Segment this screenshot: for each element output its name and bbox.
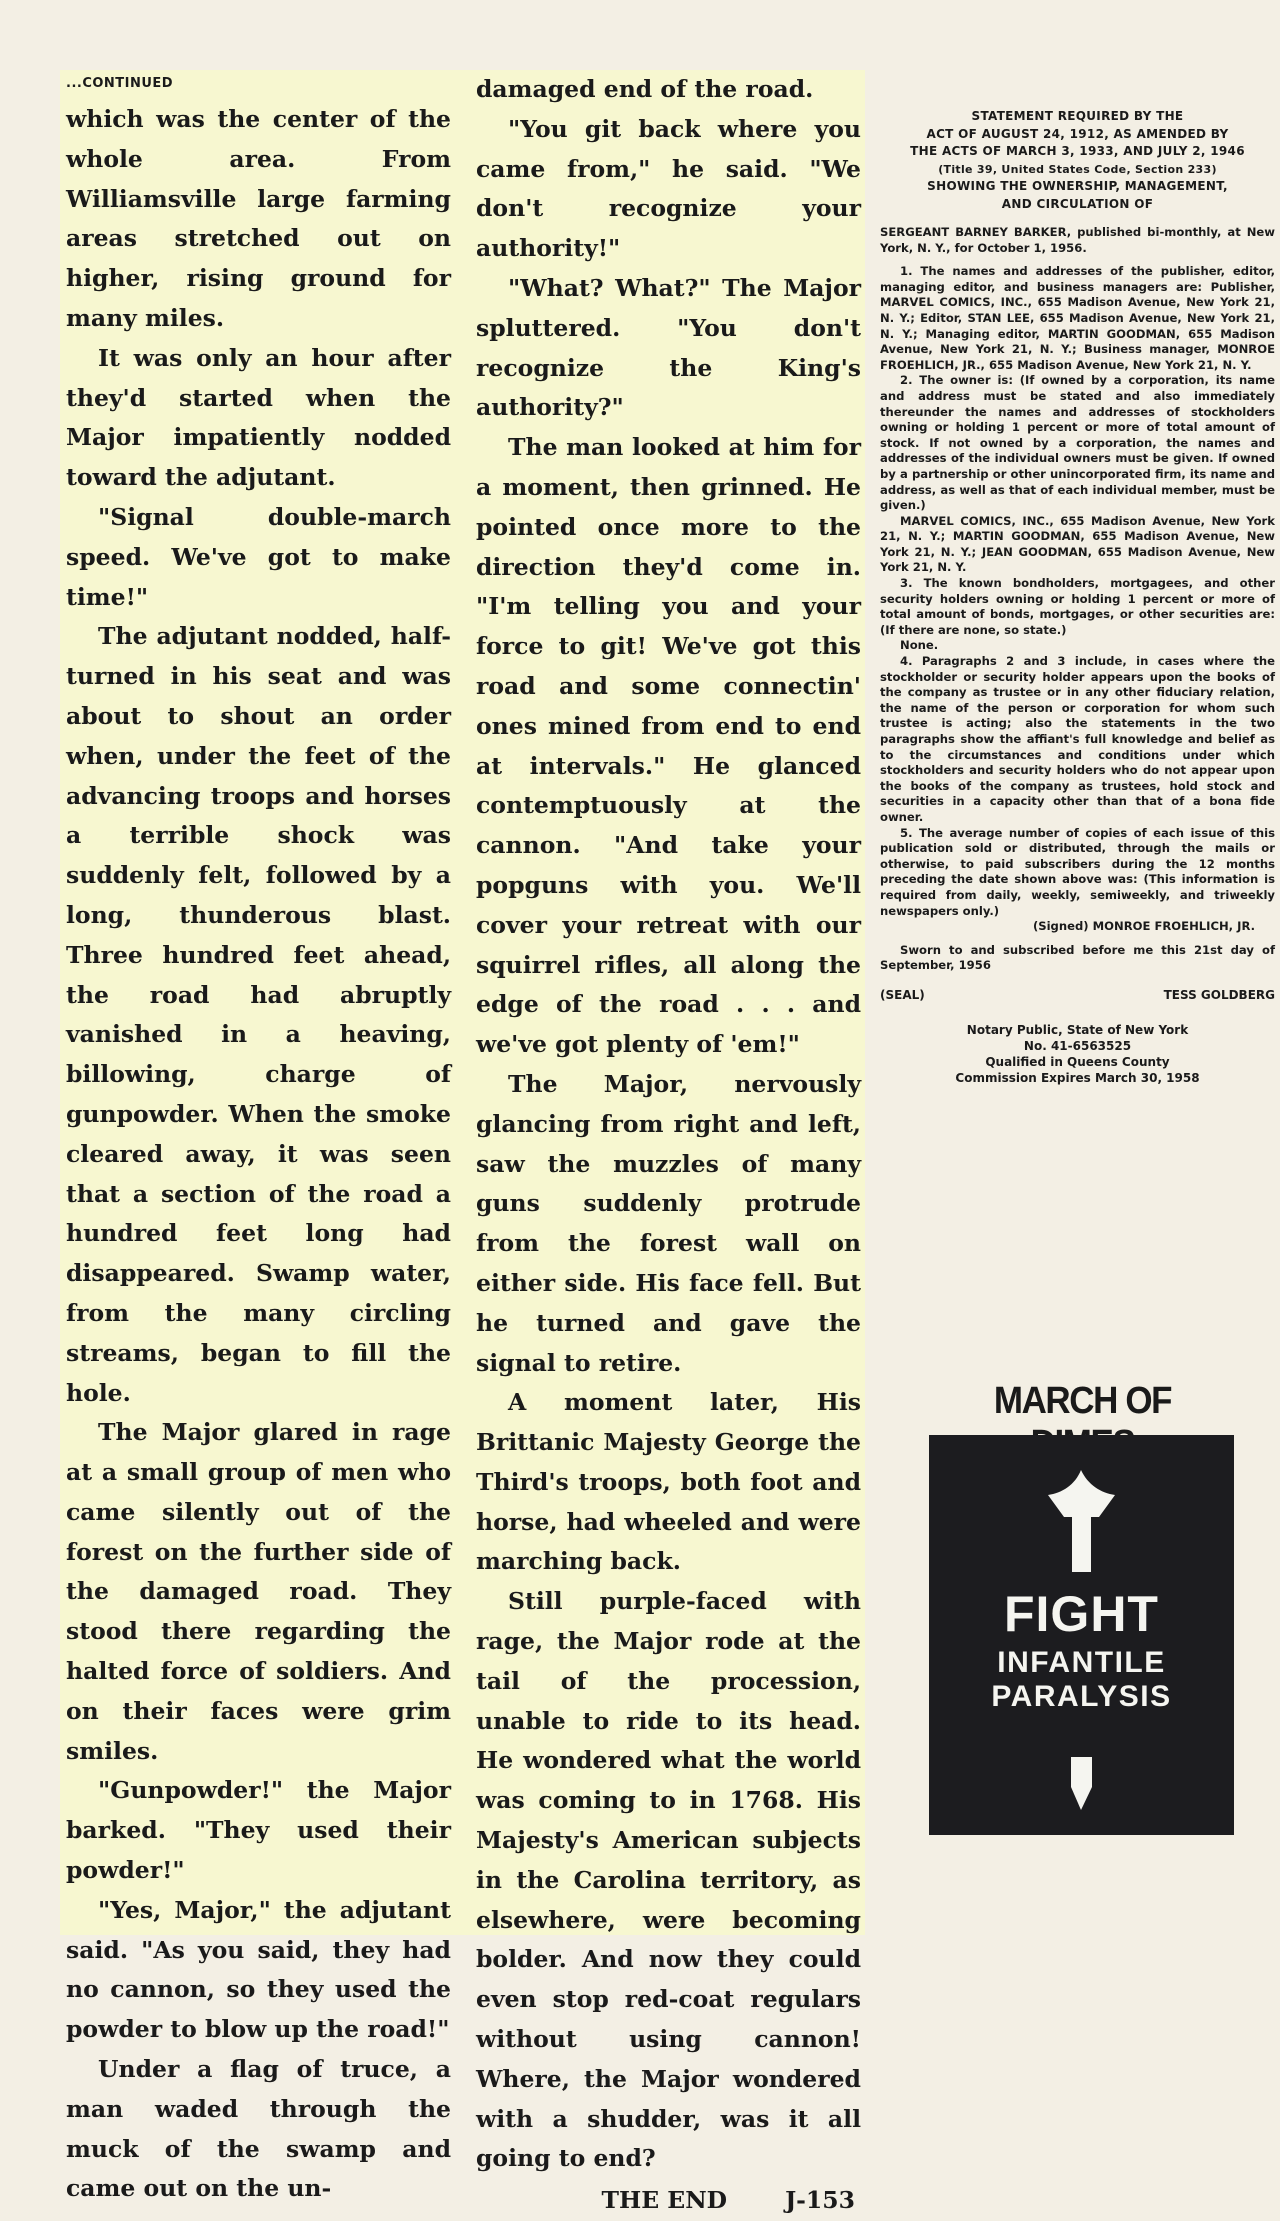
march-of-dimes-poster	[929, 1435, 1234, 1835]
header-sub: (Title 39, United States Code, Section 233)	[938, 162, 1217, 176]
story-paragraph: "Signal double-march speed. We've got to make time!"	[66, 502, 451, 611]
story-column-left	[66, 70, 451, 2209]
statement-item: None.	[900, 638, 939, 653]
story-paragraph: "What? What?" The Major spluttered. "You don't recognize the King's authority?"	[476, 273, 861, 422]
story-paragraph: which was the center of the whole area. From Williamsville large farming areas stretched out on higher, rising ground for many miles.	[66, 105, 451, 332]
statement-item: MARVEL COMICS, INC., 655 Madison Avenue, New York 21, N. Y.; MARTIN GOODMAN, 655 Madison Avenue, New York 21, N. Y.; JEAN GOODMAN, 655 Madison Avenue, New York 21, N. Y.	[880, 513, 1275, 575]
header-line: STATEMENT REQUIRED BY THE	[971, 109, 1184, 123]
statement-sworn: Sworn to and subscribed before me this 21st day of September, 1956	[880, 942, 1275, 973]
story-paragraph: "Gunpowder!" the Major barked. "They used their powder!"	[66, 1776, 451, 1885]
header-line: AND CIRCULATION OF	[1001, 196, 1154, 211]
notary-line: Commission Expires March 30, 1958	[955, 1070, 1200, 1085]
story-paragraph: "You git back where you came from," he said. "We don't recognize your authority!"	[476, 114, 861, 263]
seal-label: (SEAL)	[880, 987, 925, 1002]
header-line: THE ACTS OF MARCH 3, 1933, AND JULY 2, 1946	[910, 144, 1245, 158]
story-code: J-153	[785, 2186, 855, 2215]
notary-block	[880, 1022, 1275, 1086]
story-paragraph: damaged end of the road.	[476, 75, 814, 103]
story-paragraph: The adjutant nodded, half-turned in his seat and was about to shout an order when, under the feet of the advancing troops and horses a terrible shock was suddenly felt, followed by a long, thunderous blast. Three hundred feet ahead, the road had abruptly vanished in a heaving, billowing, charge of gunpowder. When the smoke cleared away, it was seen that a section of the road a hundred feet long had disappeared. Swamp water, from the many circling streams, began to fill the hole.	[66, 622, 451, 1407]
ownership-statement	[880, 108, 1275, 1086]
seal-row	[880, 988, 1275, 1004]
statement-signed: (Signed) MONROE FROEHLICH, JR.	[1032, 919, 1255, 934]
header-line: SHOWING THE OWNERSHIP, MANAGEMENT,	[927, 179, 1228, 193]
statement-header	[880, 108, 1275, 213]
story-paragraph: "Yes, Major," the adjutant said. "As you said, they had no cannon, so they used the powder to blow up the road!"	[66, 1895, 451, 2044]
the-end-label: THE END	[601, 2186, 728, 2215]
story-paragraph: The Major glared in rage at a small group of men who came silently out of the forest on the further side of the damaged road. They stood there regarding the halted force of soldiers. And on their faces were grim smiles.	[66, 1418, 451, 1765]
story-paragraph: A moment later, His Brittanic Majesty George the Third's troops, both foot and horse, had wheeled and were marching back.	[476, 1388, 861, 1576]
statement-intro: SERGEANT BARNEY BARKER, published bi-monthly, at New York, N. Y., for October 1, 1956.	[880, 225, 1275, 255]
poster-infantile: INFANTILE	[997, 1646, 1166, 1679]
story-paragraph: The Major, nervously glancing from right and left, saw the muzzles of many guns suddenly protrude from the forest wall on either side. His face fell. But he turned and gave the signal to retire.	[476, 1069, 861, 1377]
statement-item: 4. Paragraphs 2 and 3 include, in cases where the stockholder or security holder appears upon the books of the company as trustee or in any other fiduciary relation, the name of the person or corporation for whom such trustee is acting; also the statements in the two paragraphs show the affiant's full knowledge and belief as to the circumstances and conditions under which stockholders and security holders who do not appear upon the books of the company as trustees, hold stock and securities in a capacity other than that of a bona fide owner.	[880, 654, 1275, 824]
notary-line: Notary Public, State of New York	[966, 1022, 1189, 1037]
notary-line: No. 41-6563525	[1023, 1038, 1132, 1053]
notary-name: TESS GOLDBERG	[1163, 987, 1275, 1002]
poster-paralysis: PARALYSIS	[991, 1680, 1172, 1713]
story-paragraph: Still purple-faced with rage, the Major rode at the tail of the procession, unable to ride to its head. He wondered what the world was coming to in 1768. His Majesty's American subjects in the Carolina territory, as elsewhere, were becoming bolder. And now they could even stop red-coat regulars without using cannon! Where, the Major wondered with a shudder, was it all going to end?	[476, 1587, 861, 2173]
march-of-dimes-title: MARCH OF	[993, 1380, 1172, 1422]
story-paragraph: Under a flag of truce, a man waded through the muck of the swamp and came out on the un-	[66, 2055, 451, 2203]
story-end-line	[476, 2181, 861, 2221]
header-line: ACT OF AUGUST 24, 1912, AS AMENDED BY	[926, 126, 1229, 141]
statement-item: 1. The names and addresses of the publisher, editor, managing editor, and business managers are: Publisher, MARVEL COMICS, INC., 655 Madison Avenue, New York 21, N. Y.; Editor, STAN LEE, 655 Madison Avenue, New York 21, N. Y.; Managing editor, MARTIN GOODMAN, 655 Madison Avenue, New York 21, N. Y.; Business manager, MONROE FROEHLICH, JR., 655 Madison Avenue, New York 21, N. Y.	[880, 264, 1275, 372]
poster-fight: FIGHT	[1004, 1586, 1159, 1642]
notary-line: Qualified in Queens County	[985, 1054, 1170, 1069]
statement-item: 3. The known bondholders, mortgagees, and other security holders owning or holding 1 percent or more of total amount of bonds, mortgages, or other securities are: (If there are none, so state.)	[880, 576, 1275, 637]
story-column-right	[476, 70, 861, 2221]
statement-item: 2. The owner is: (If owned by a corporation, its name and address must be stated and also immediately thereunder the names and addresses of stockholders owning or holding 1 percent or more of total amount of stock. If not owned by a corporation, the names and addresses of the individual owners must be given. If owned by a partnership or other unincorporated firm, its name and address, as well as that of each individual member, must be given.)	[880, 373, 1275, 513]
statement-item: 5. The average number of copies of each issue of this publication sold or distributed, through the mails or otherwise, to paid subscribers during the 12 months preceding the date shown above was: (This information is required from daily, weekly, semiweekly, and triweekly newspapers only.)	[880, 825, 1275, 918]
continued-label: ...CONTINUED	[66, 76, 174, 91]
story-text	[60, 70, 865, 2215]
story-paragraph: The man looked at him for a moment, then grinned. He pointed once more to the direction they'd come in. "I'm telling you and your force to git! We've got this road and some connectin' ones mined from end to end at intervals." He glanced contemptuously at the cannon. "And take your popguns with you. We'll cover your retreat with our squirrel rifles, all along the edge of the road . . . and we've got plenty of 'em!"	[476, 433, 861, 1059]
story-paragraph: It was only an hour after they'd started when the Major impatiently nodded toward the adjutant.	[66, 343, 451, 492]
